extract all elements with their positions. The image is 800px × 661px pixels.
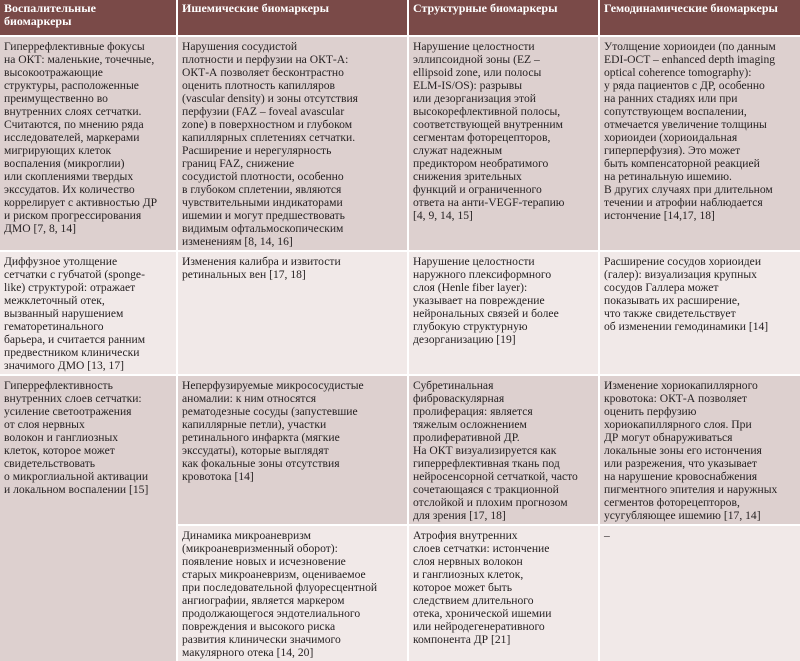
header-row [0, 0, 800, 36]
table-cell [408, 251, 599, 375]
table-cell [599, 251, 800, 375]
header-structural [408, 0, 599, 36]
cell-text: Нарушения сосудистой плотности и перфузии на ОКТ-А: ОКТ-А позволяет бесконтрастно оценить плотность капилляров (vascular density) и зоны отсутствия перфузии (FAZ – foveal avascular zone) в поверхностном и глубоком капиллярных сплетениях сетчатки. Расширение и нерегулярность границ FAZ, снижение сосудистой плотности, особенно в глубоком сплетении, являются чувствительными индикаторами ишемии и могут предшествовать видимым офтальмоскопическим изменениям [8, 14, 16] [182, 40, 359, 248]
table-cell [408, 525, 599, 661]
header-structural-label: Структурные биомаркеры [413, 1, 558, 15]
table-cell [177, 251, 408, 375]
table-row [0, 251, 800, 375]
table-cell [599, 525, 800, 661]
table-cell [0, 36, 177, 251]
header-inflammatory [0, 0, 177, 36]
table-row [0, 36, 800, 251]
table-cell [0, 375, 177, 661]
cell-text: Нарушение целостности наружного плексиформного слоя (Henle fiber layer): указывает на повреждение нейрональных связей и более глубокую структурную дезорганизацию [19] [413, 255, 559, 346]
table-cell [177, 525, 408, 661]
cell-text: Неперфузируемые микрососудистые аномалии: к ним относятся рематодезные сосуды (запустевшие капиллярные петли), участки ретинального инфаркта (мягкие экссудаты), которые выглядят как фокальные зоны отсутствия кровотока [14] [182, 379, 364, 483]
cell-text: Гиперрефлективность внутренних слоев сетчатки: усиление светоотражения от слоя нервных волокон и ганглиозных клеток, которое может свидетельствовать о микроглиальной активации и локальном воспалении [15] [4, 379, 149, 496]
header-hemodynamic [599, 0, 800, 36]
table-cell [408, 375, 599, 525]
cell-text: Изменения калибра и извитости ретинальных вен [17, 18] [182, 255, 341, 281]
header-ischemic [177, 0, 408, 36]
table-cell [177, 375, 408, 525]
cell-text: Нарушение целостности эллипсоидной зоны (EZ – ellipsoid zone, или полосы ELM-IS/OS): разрывы или дезорганизация этой высокорефлективной полосы, соответствующей внутренним сегментам фоторецепторов, служат надежным предиктором необратимого снижения зрительных функций и ограниченного ответа на анти-VEGF-терапию [4, 9, 14, 15] [413, 40, 565, 222]
table-cell [599, 36, 800, 251]
cell-text: – [604, 529, 610, 542]
table-cell [177, 36, 408, 251]
header-ischemic-label: Ишемические биомаркеры [182, 1, 330, 15]
cell-text: Расширение сосудов хориоидеи (галер): визуализация крупных сосудов Галлера может показывать их расширение, что также свидетельствует об изменении гемодинамики [14] [604, 255, 769, 333]
cell-text: Гиперрефлективные фокусы на ОКТ: маленькие, точечные, высокоотражающие структуры, расположенные преимущественно во внутренних слоях сетчатки. Считаются, по мнению ряда исследователей, маркерами мигрирующих клеток воспаления (микроглии) или скоплениями твердых экссудатов. Их количество коррелирует с активностью ДР и риском прогрессирования ДМО [7, 8, 14] [4, 40, 158, 235]
table-cell [0, 251, 177, 375]
cell-text: Субретинальная фиброваскулярная пролиферация: является тяжелым осложнением пролиферативной ДР. На ОКТ визуализируется как гиперрефлективная ткань под нейросенсорной сетчаткой, часто сочетающаяся с тракционной отслойкой и плохим прогнозом для зрения [17, 18] [413, 379, 578, 522]
header-hemodynamic-label: Гемодинамические биомаркеры [604, 1, 778, 15]
cell-text: Атрофия внутренних слоев сетчатки: истончение слоя нервных волокон и ганглиозных клеток, которое может быть следствием длительного отека, хронической ишемии или нейродегенеративного компонента ДР [21] [413, 529, 552, 646]
table-cell [599, 375, 800, 525]
cell-text: Динамика микроаневризм (микроаневризменный оборот): появление новых и исчезновение старых микроаневризм, оцениваемое при последовательной флуоресцентной ангиографии, является маркером продолжающегося эндотелиального повреждения и высокого риска развития клинически значимого макулярного отека [14, 20] [182, 529, 378, 659]
header-inflammatory-label: Воспалительные биомаркеры [4, 1, 96, 28]
cell-text: Изменение хориокапиллярного кровотока: ОКТ-А позволяет оценить перфузию хориокапиллярного слоя. При ДР могут обнаруживаться локальные зоны его истончения или разрежения, что указывает на нарушение кровоснабжения пигментного эпителия и наружных сегментов фоторецепторов, усугубляющее ишемию [17, 14] [604, 379, 778, 522]
cell-text: Утолщение хориоидеи (по данным EDI-OCT – enhanced depth imaging optical coherence tomography): у ряда пациентов с ДР, особенно на ранних стадиях или при сопутствующем воспалении, отмечается увеличение толщины хориоидеи (хориоидальная гиперперфузия). Это может быть компенсаторной реакцией на ретинальную ишемию. В других случаях при длительном течении и атрофии наблюдается истончение [14,17, 18] [604, 40, 776, 222]
cell-text: Диффузное утолщение сетчатки с губчатой (sponge- like) структурой: отражает межклеточный отек, вызванный нарушением гематоретинального барьера, и считается ранним предвестником клинически значимого ДМО [13, 17] [4, 255, 146, 372]
table-cell [408, 36, 599, 251]
table-row [0, 375, 800, 525]
